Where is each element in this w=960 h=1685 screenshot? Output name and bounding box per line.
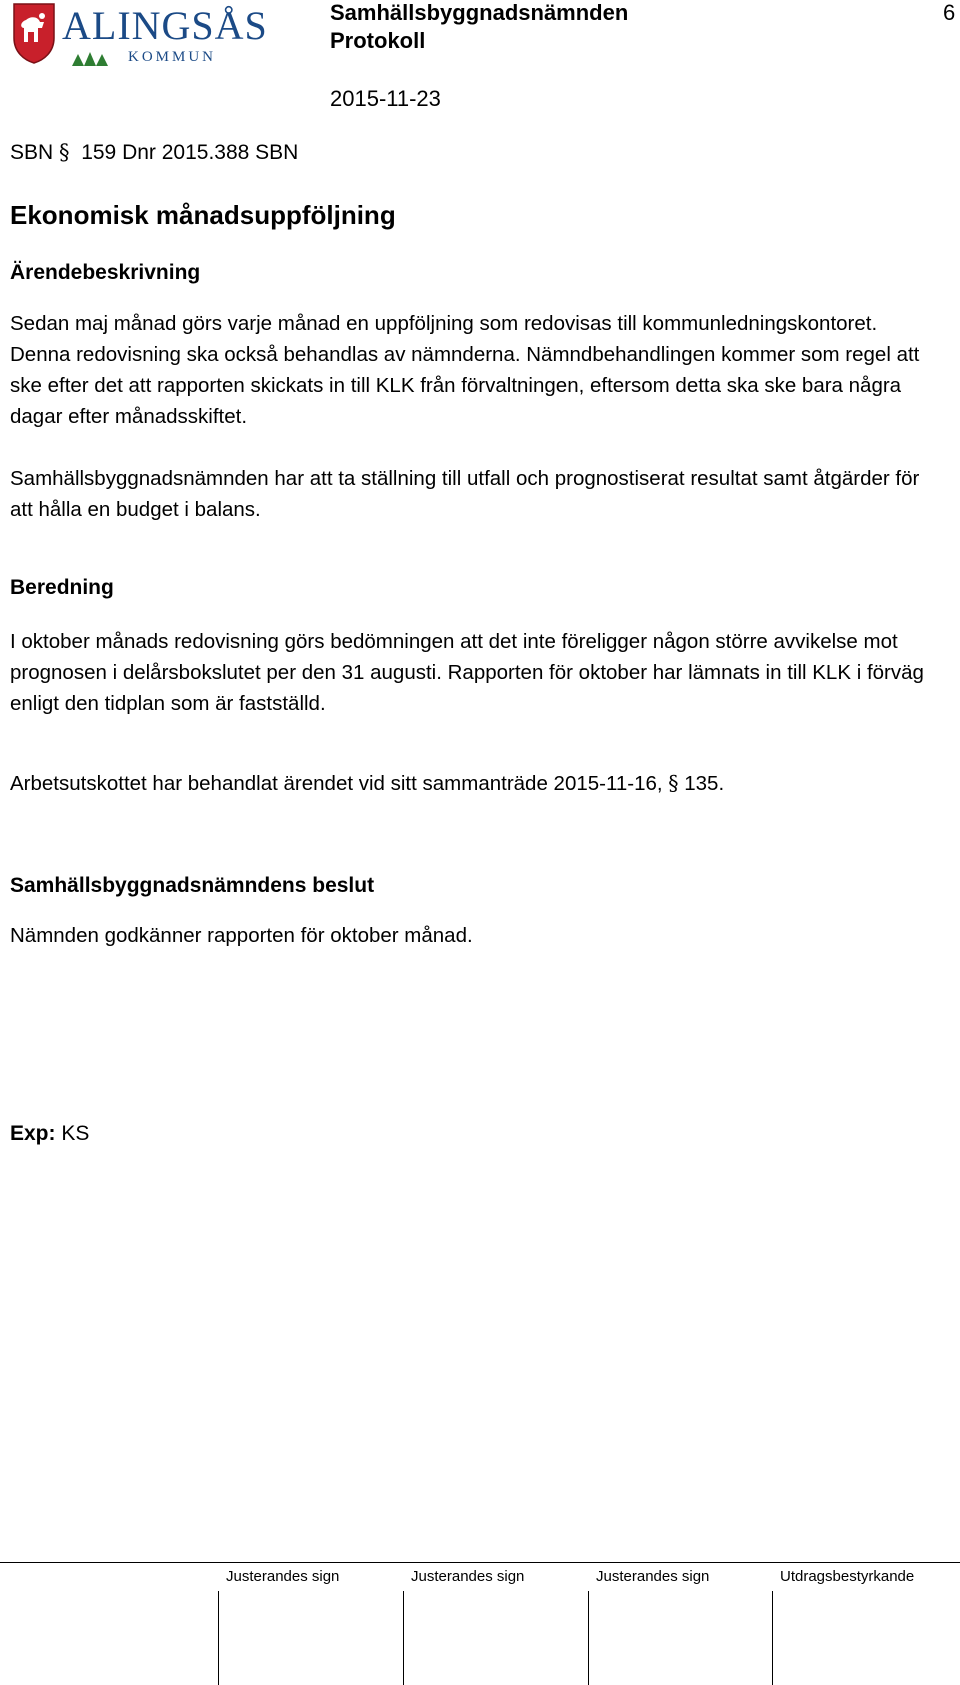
section-sign: § [59,140,70,164]
distribution-label: Exp: [10,1122,56,1145]
logo-wordmark: ALINGSÅS [62,3,268,48]
signature-label-3: Justerandes sign [596,1568,710,1585]
page-number: 6 [943,0,956,25]
heading-description: Ärendebeskrivning [10,261,201,284]
signature-label-2: Justerandes sign [411,1568,525,1585]
signature-box-divider [772,1591,773,1685]
signature-box-divider [588,1591,589,1685]
signature-box-divider [403,1591,404,1685]
signature-label-4: Utdragsbestyrkande [780,1568,915,1585]
preparation-paragraph-1: I oktober månads redovisning görs bedömningen att det inte föreligger någon större avvikelse mot prognosen i delårsbokslutet per den 31 augusti. Rapporten för oktober har lämnats in till KLK i förväg enligt den tidplan som är fastställd. [10,630,924,715]
case-sbn: SBN [10,141,54,164]
tree-decoration-icon [70,50,110,68]
distribution-note [10,1122,89,1146]
footer-divider [0,1562,960,1563]
crest-icon [12,2,56,64]
section-sign: § [668,771,679,795]
meeting-date: 2015-11-23 [330,86,441,111]
page-title: Ekonomisk månadsuppföljning [10,200,396,230]
signature-box-divider [218,1591,219,1685]
heading-decision: Samhällsbyggnadsnämndens beslut [10,874,375,897]
document-type: Protokoll [330,28,426,53]
logo-subtitle: KOMMUN [128,49,217,65]
description-paragraph-2: Samhällsbyggnadsnämnden har att ta ställning till utfall och prognostiserat resultat samt åtgärder för att hålla en budget i balans. [10,467,920,521]
case-number: 159 Dnr 2015.388 SBN [81,141,299,164]
committee-name: Samhällsbyggnadsnämnden [330,0,629,25]
description-paragraph-1: Sedan maj månad görs varje månad en uppföljning som redovisas till kommunledningskontoret. Denna redovisning ska också behandlas av nämnderna. Nämndbehandlingen kommer som regel att ske efter det att rapporten skickats in till KLK från förvaltningen, eftersom detta ska ske bara några dagar efter månadsskiftet. [10,312,920,428]
case-reference [10,140,298,165]
preparation-paragraph-2 [10,768,940,799]
signature-label-1: Justerandes sign [226,1568,340,1585]
decision-text: Nämnden godkänner rapporten för oktober månad. [10,924,473,947]
distribution-value: KS [61,1122,90,1145]
preparation-paragraph-2-ref: 135. [684,772,725,795]
preparation-paragraph-2-text: Arbetsutskottet har behandlat ärendet vid sitt sammanträde 2015-11-16, [10,772,663,795]
heading-preparation: Beredning [10,576,114,599]
